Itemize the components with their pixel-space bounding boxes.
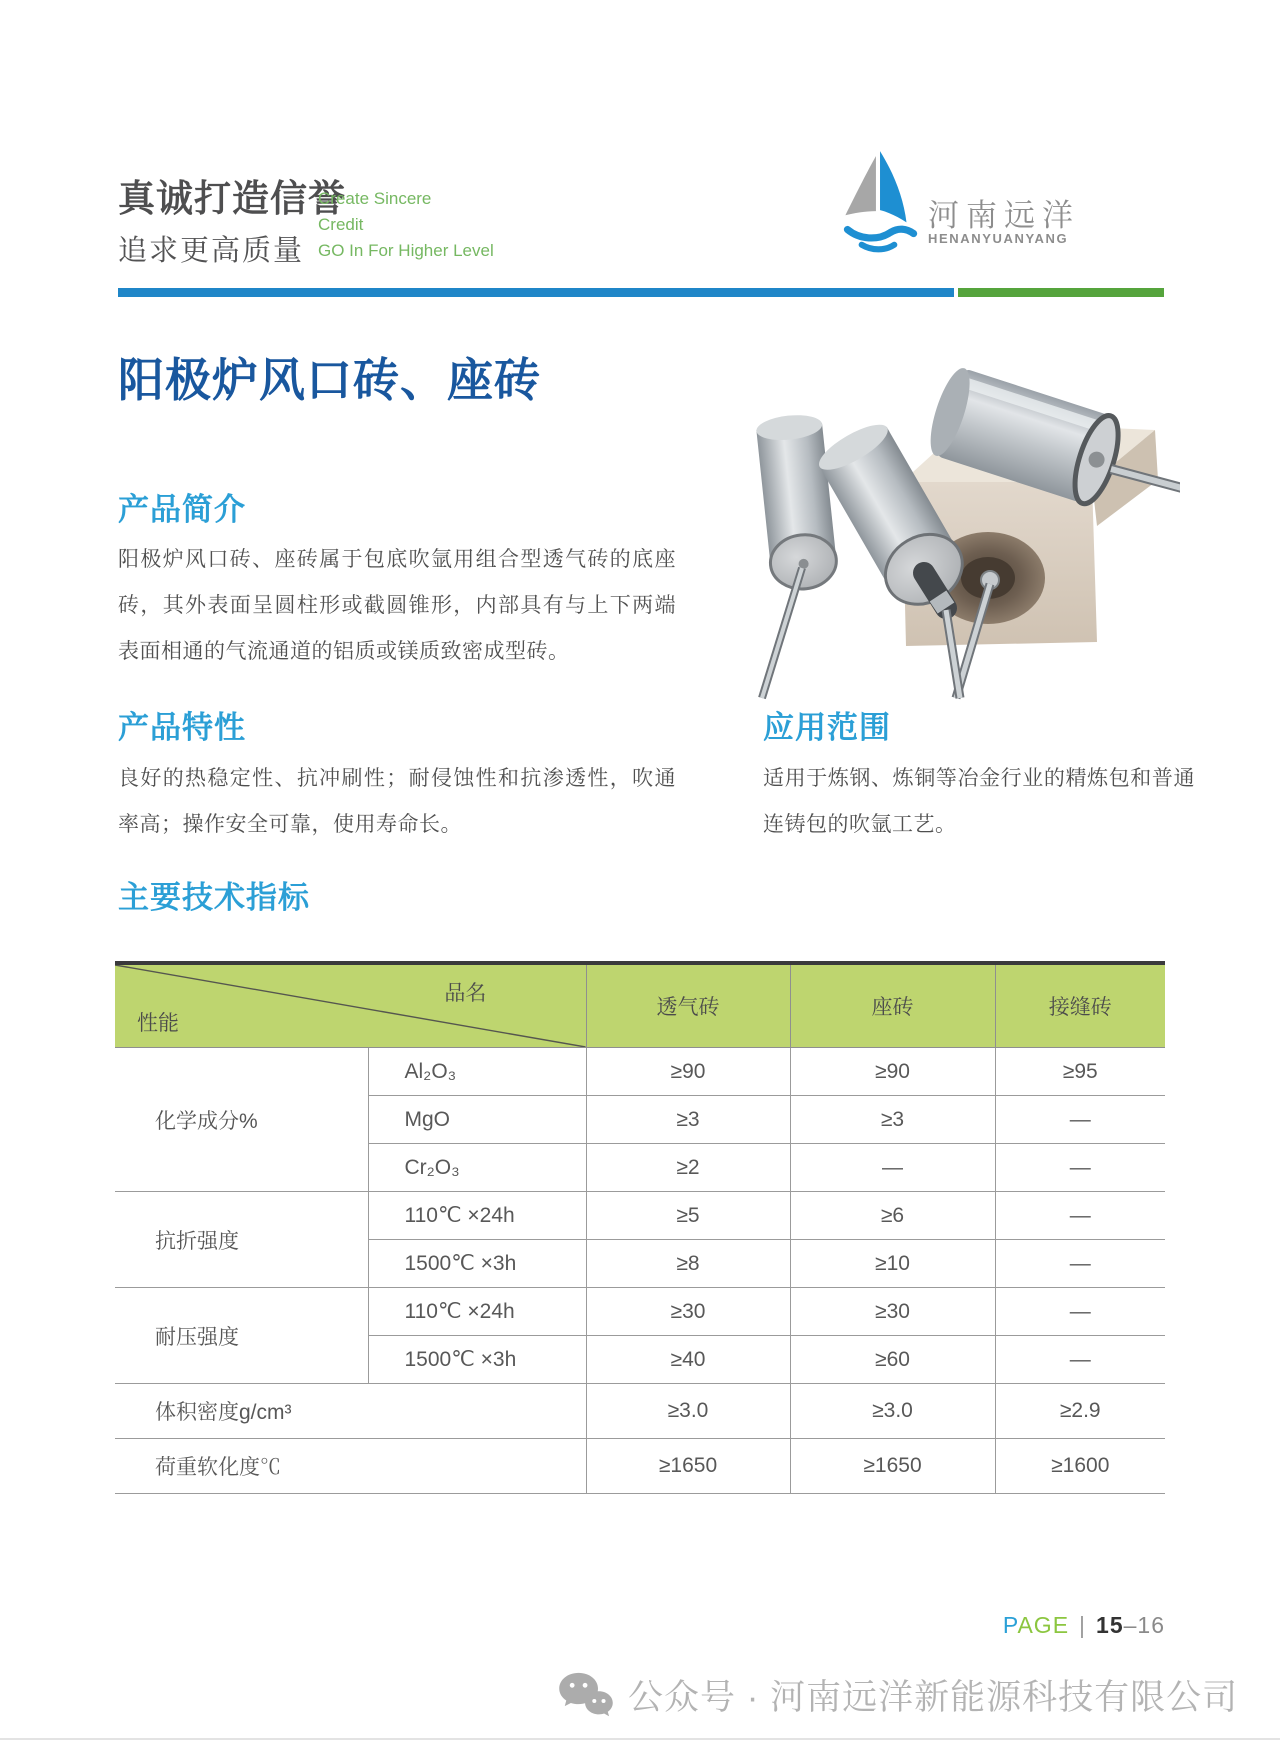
corner-label-property: 性能 [137, 1012, 179, 1035]
slogan-en-line3: GO In For Higher Level [318, 241, 494, 260]
cell-value: — [995, 1144, 1165, 1192]
wechat-watermark [558, 1670, 1238, 1720]
sailboat-logo-icon [833, 146, 925, 258]
cell-value: ≥2.9 [995, 1384, 1165, 1439]
features-body: 良好的热稳定性、抗冲刷性；耐侵蚀性和抗渗透性，吹通率高；操作安全可靠，使用寿命长。 [118, 767, 676, 836]
cell-value: ≥30 [586, 1288, 790, 1336]
cell-value: — [995, 1240, 1165, 1288]
page-title: 阳极炉风口砖、座砖 [118, 354, 541, 406]
cell-value: — [995, 1096, 1165, 1144]
bottom-divider [0, 1738, 1280, 1740]
table-row [115, 1439, 1165, 1494]
watermark-text: 公众号 · 河南远洋新能源科技有限公司 [628, 1678, 1239, 1717]
application-heading: 应用范围 [763, 710, 891, 745]
cell-value: ≥1600 [995, 1439, 1165, 1494]
col-header-joint-brick: 接缝砖 [995, 963, 1165, 1048]
slogan-en-line2: Credit [318, 215, 364, 234]
cell-value: ≥60 [790, 1336, 995, 1384]
slogan-cn-line2: 追求更高质量 [118, 235, 305, 267]
cell-value: ≥95 [995, 1048, 1165, 1096]
cell-value: ≥90 [586, 1048, 790, 1096]
wechat-icon [558, 1671, 614, 1719]
row-merged-label: 体积密度g/cm³ [115, 1384, 586, 1439]
cell-value: ≥3 [586, 1096, 790, 1144]
page-number-bold: 15 [1096, 1612, 1124, 1638]
table-row [115, 1384, 1165, 1439]
header-divider-green [958, 288, 1164, 297]
cell-value: — [995, 1288, 1165, 1336]
row-group-label: 化学成分% [115, 1048, 368, 1192]
cell-value: ≥10 [790, 1240, 995, 1288]
row-group-label: 抗折强度 [115, 1192, 368, 1288]
page-word-age: AGE [1017, 1612, 1070, 1638]
cell-value: ≥40 [586, 1336, 790, 1384]
page-separator: | [1079, 1612, 1087, 1638]
application-body: 适用于炼钢、炼铜等冶金行业的精炼包和普通连铸包的吹氩工艺。 [763, 767, 1195, 836]
logo-name-cn: 河南远洋 [928, 198, 1080, 233]
intro-heading: 产品简介 [118, 492, 246, 527]
page-number-rest: –16 [1123, 1612, 1165, 1638]
row-sub-label: 1500℃ ×3h [368, 1240, 586, 1288]
row-sub-label: Cr₂O₃ [368, 1144, 586, 1192]
row-group-label: 耐压强度 [115, 1288, 368, 1384]
corner-header-cell [115, 963, 586, 1048]
cell-value: ≥3.0 [586, 1384, 790, 1439]
logo-name-en: HENANYUANYANG [928, 231, 1069, 246]
table-row [115, 1288, 1165, 1336]
cell-value: — [995, 1336, 1165, 1384]
diagonal-divider [115, 965, 586, 1047]
features-heading: 产品特性 [118, 710, 246, 745]
cell-value: ≥3 [790, 1096, 995, 1144]
cell-value: ≥2 [586, 1144, 790, 1192]
row-sub-label: Al₂O₃ [368, 1048, 586, 1096]
row-sub-label: MgO [368, 1096, 586, 1144]
row-sub-label: 1500℃ ×3h [368, 1336, 586, 1384]
row-sub-label: 110℃ ×24h [368, 1192, 586, 1240]
slogan-en-line1: Create Sincere [318, 189, 432, 208]
cell-value: ≥3.0 [790, 1384, 995, 1439]
spec-table [115, 961, 1165, 1494]
cell-value: ≥1650 [790, 1439, 995, 1494]
spec-table-header-row [115, 963, 1165, 1048]
page-number [860, 1612, 1165, 1639]
specs-heading: 主要技术指标 [118, 880, 310, 915]
slogan-en [318, 186, 494, 264]
slogan-cn-line1: 真诚打造信誉 [118, 178, 346, 219]
header-divider-blue [118, 288, 954, 297]
row-merged-label: 荷重软化度℃ [115, 1439, 586, 1494]
table-row [115, 1192, 1165, 1240]
corner-label-product: 品名 [444, 982, 487, 1005]
row-sub-label: 110℃ ×24h [368, 1288, 586, 1336]
cell-value: ≥8 [586, 1240, 790, 1288]
cell-value: ≥6 [790, 1192, 995, 1240]
intro-body: 阳极炉风口砖、座砖属于包底吹氩用组合型透气砖的底座砖，其外表面呈圆柱形或截圆锥形，内部具有与上下两端表面相通的气流通道的铝质或镁质致密成型砖。 [118, 548, 676, 663]
cell-value: — [995, 1192, 1165, 1240]
cell-value: ≥90 [790, 1048, 995, 1096]
col-header-permeable-brick: 透气砖 [586, 963, 790, 1048]
cell-value: ≥1650 [586, 1439, 790, 1494]
table-row [115, 1048, 1165, 1096]
cell-value: ≥5 [586, 1192, 790, 1240]
product-photo [650, 330, 1180, 702]
cell-value: — [790, 1144, 995, 1192]
col-header-seat-brick: 座砖 [790, 963, 995, 1048]
cell-value: ≥30 [790, 1288, 995, 1336]
page-word-p: P [1002, 1612, 1018, 1638]
